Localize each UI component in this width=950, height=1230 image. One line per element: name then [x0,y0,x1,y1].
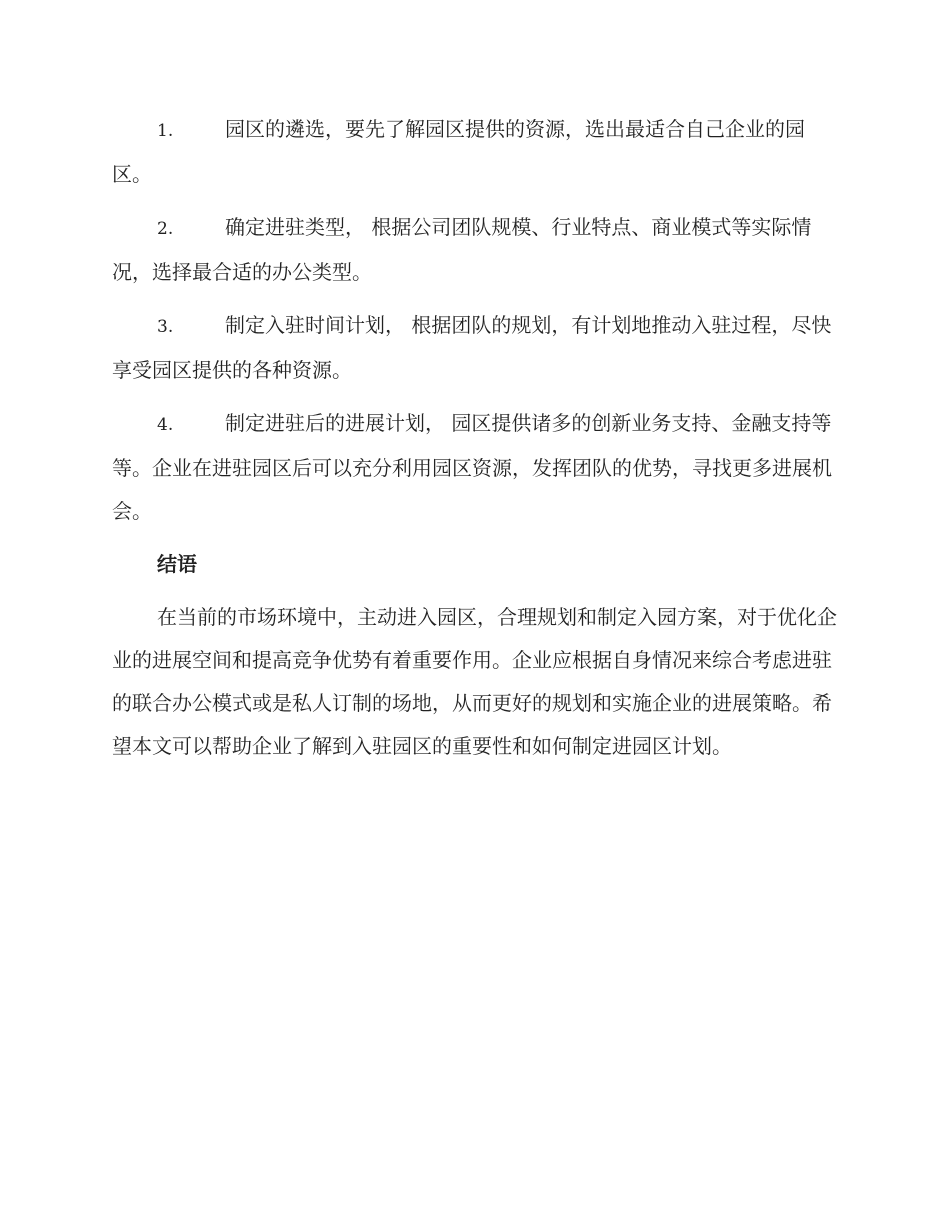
list-item-text: 确定进驻类型， 根据公司团队规模、行业特点、商业模式等实际情况，选择最合适的办公类型。 [112,215,812,284]
list-item [112,402,838,533]
section-heading: 结语 [157,552,197,576]
list-item-text: 园区的遴选，要先了解园区提供的资源，选出最适合自己企业的园区。 [112,117,805,186]
list-item [112,304,838,392]
list-item-number: 1. [157,121,174,141]
list-item-number: 3. [157,317,174,337]
list-item-number: 2. [157,219,174,239]
list-item [112,108,838,196]
list-item [112,206,838,294]
list-item-number: 4. [157,415,174,435]
list-item-text: 制定入驻时间计划， 根据团队的规划，有计划地推动入驻过程，尽快享受园区提供的各种资源。 [112,313,832,382]
list-item-text: 制定进驻后的进展计划， 园区提供诸多的创新业务支持、金融支持等等。企业在进驻园区后可以充分利用园区资源，发挥团队的优势，寻找更多进展机会。 [112,411,832,523]
document-body [112,108,838,768]
conclusion-paragraph: 在当前的市场环境中，主动进入园区，合理规划和制定入园方案，对于优化企业的进展空间和提高竞争优势有着重要作用。企业应根据自身情况来综合考虑进驻的联合办公模式或是私人订制的场地，从而更好的规划和实施企业的进展策略。希望本文可以帮助企业了解到入驻园区的重要性和如何制定进园区计划。 [112,605,837,758]
